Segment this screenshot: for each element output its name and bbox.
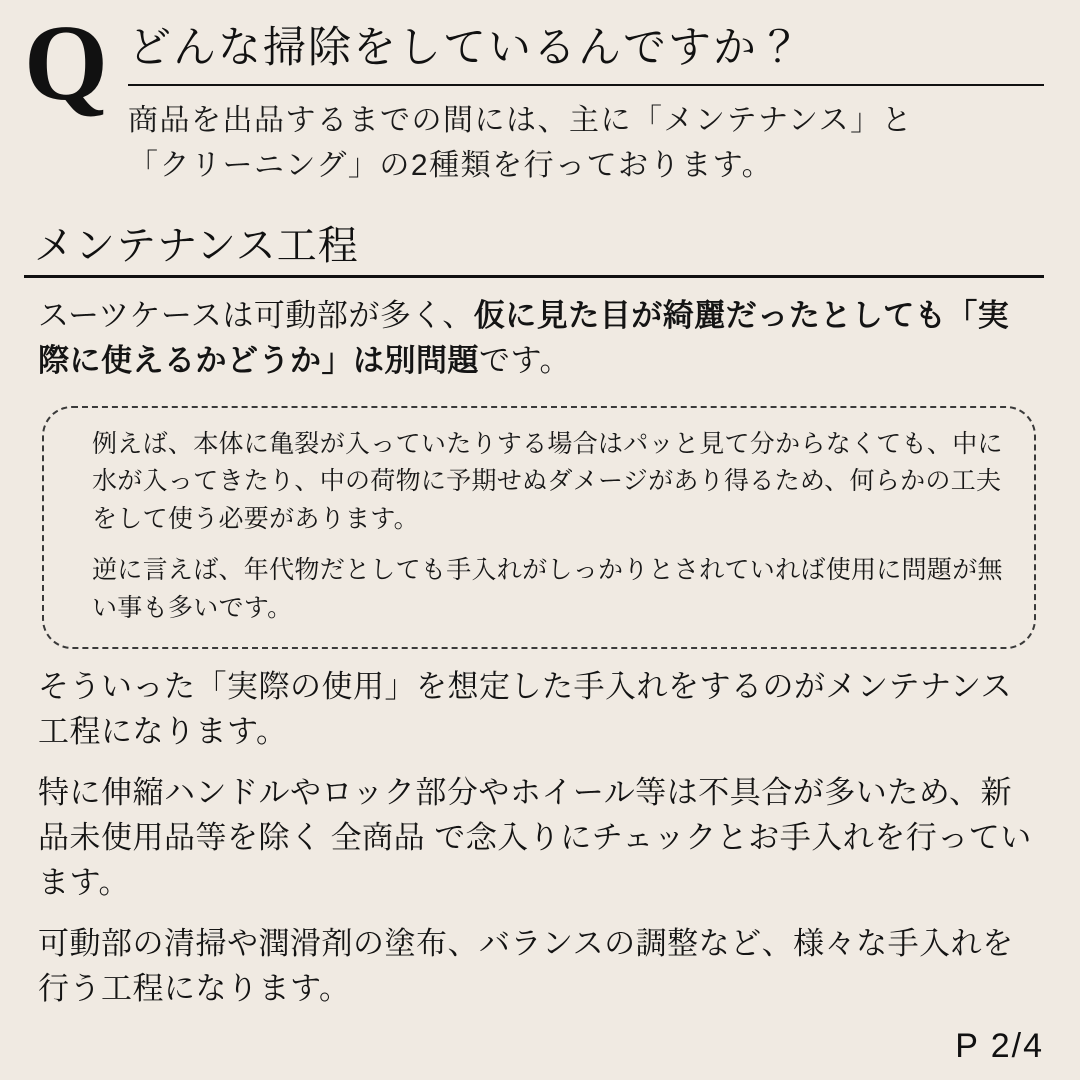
question-mark-glyph: Q bbox=[24, 4, 109, 123]
page-number: P 2/4 bbox=[955, 1027, 1044, 1065]
answer-line-2: 「クリーニング」の2種類を行っております。 bbox=[128, 148, 774, 182]
title-divider bbox=[128, 84, 1044, 86]
lead-text-part1: スーツケースは可動部が多く、 bbox=[38, 297, 474, 333]
maintenance-section bbox=[24, 214, 1044, 1012]
note-paragraph-2: 逆に言えば、年代物だとしても手入れがしっかりとされていれば使用に問題が無い事も多いです。 bbox=[92, 556, 1003, 622]
page-title: どんな掃除をしているんですか？ bbox=[128, 24, 803, 72]
note-paragraph-1: 例えば、本体に亀裂が入っていたりする場合はパッと見て分からなくても、中に水が入ってきたり、中の荷物に予期せぬダメージがあり得るため、何らかの工夫をして使う必要があります。 bbox=[92, 429, 1003, 533]
answer-text bbox=[128, 98, 1044, 188]
question-content bbox=[128, 18, 1044, 188]
body-paragraph-1: そういった「実際の使用」を想定した手入れをするのがメンテナンス工程になります。 bbox=[38, 669, 1013, 750]
section-heading: メンテナンス工程 bbox=[24, 214, 1044, 278]
answer-line-1: 商品を出品するまでの間には、主に「メンテナンス」と bbox=[128, 103, 914, 137]
body-paragraph-2: 特に伸縮ハンドルやロック部分やホイール等は不具合が多いため、新品未使用品等を除く 全商品 で念入りにチェックとお手入れを行っています。 bbox=[38, 775, 1032, 900]
lead-text-bold: 仮に見た目が綺麗だったとしても「実際に使えるかどうか」は別問題 bbox=[38, 297, 1010, 378]
lead-text-part2: です。 bbox=[479, 342, 572, 378]
note-box bbox=[42, 406, 1036, 650]
section-lead-paragraph bbox=[24, 294, 1044, 384]
body-paragraph-3: 可動部の清掃や潤滑剤の塗布、バランスの調整など、様々な手入れを行う工程になります。 bbox=[38, 925, 1014, 1006]
question-block bbox=[24, 4, 1044, 188]
